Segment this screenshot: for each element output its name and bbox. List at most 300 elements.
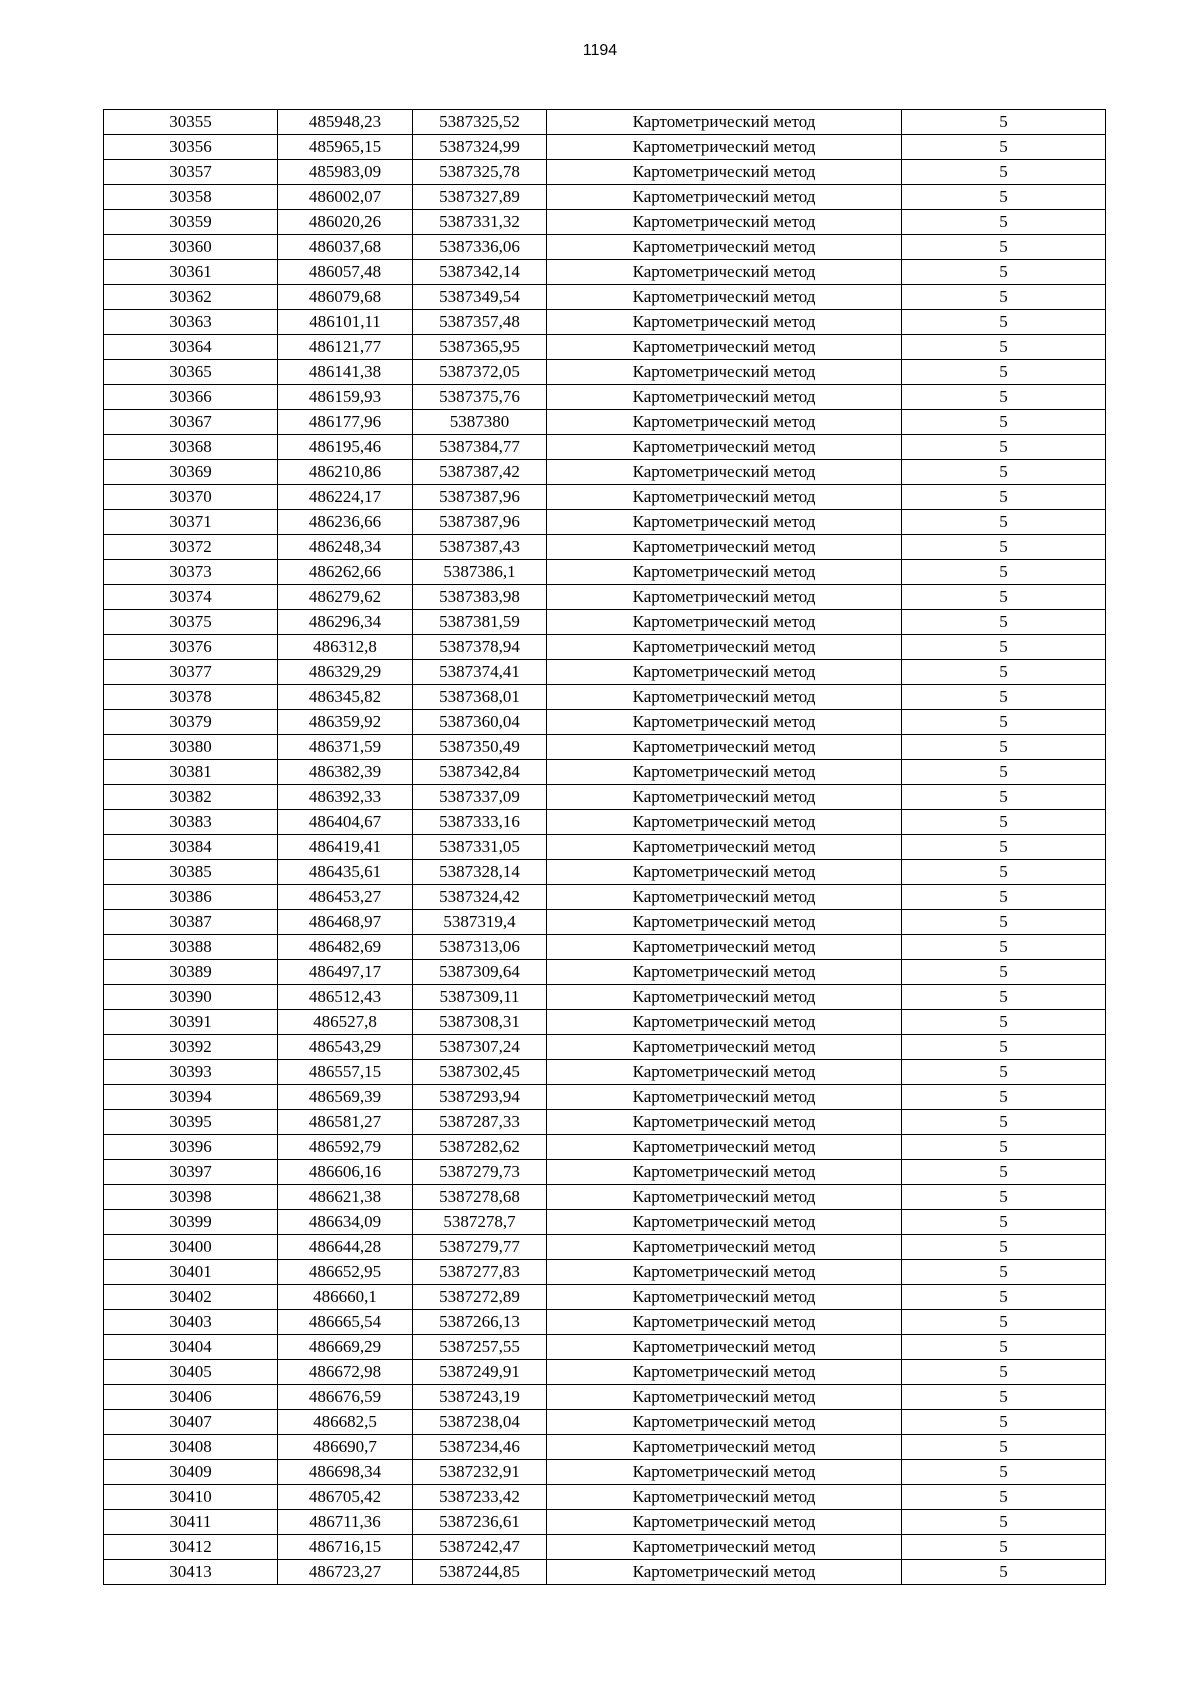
y-coordinate-cell: 5387387,96 <box>413 485 547 510</box>
method-cell: Картометрический метод <box>547 1260 902 1285</box>
method-cell: Картометрический метод <box>547 1435 902 1460</box>
point-number-cell: 30412 <box>104 1535 278 1560</box>
table-row <box>104 660 1106 685</box>
method-cell: Картометрический метод <box>547 1085 902 1110</box>
point-number-cell: 30366 <box>104 385 278 410</box>
accuracy-cell: 5 <box>902 1560 1106 1585</box>
table-row <box>104 1110 1106 1135</box>
table-row <box>104 210 1106 235</box>
accuracy-cell: 5 <box>902 360 1106 385</box>
method-cell: Картометрический метод <box>547 235 902 260</box>
y-coordinate-cell: 5387331,32 <box>413 210 547 235</box>
point-number-cell: 30396 <box>104 1135 278 1160</box>
point-number-cell: 30411 <box>104 1510 278 1535</box>
point-number-cell: 30379 <box>104 710 278 735</box>
x-coordinate-cell: 486705,42 <box>278 1485 413 1510</box>
method-cell: Картометрический метод <box>547 1110 902 1135</box>
method-cell: Картометрический метод <box>547 1285 902 1310</box>
method-cell: Картометрический метод <box>547 560 902 585</box>
y-coordinate-cell: 5387325,78 <box>413 160 547 185</box>
y-coordinate-cell: 5387234,46 <box>413 1435 547 1460</box>
x-coordinate-cell: 486141,38 <box>278 360 413 385</box>
point-number-cell: 30368 <box>104 435 278 460</box>
table-row <box>104 1285 1106 1310</box>
accuracy-cell: 5 <box>902 1460 1106 1485</box>
point-number-cell: 30371 <box>104 510 278 535</box>
y-coordinate-cell: 5387279,77 <box>413 1235 547 1260</box>
accuracy-cell: 5 <box>902 735 1106 760</box>
point-number-cell: 30386 <box>104 885 278 910</box>
y-coordinate-cell: 5387278,68 <box>413 1185 547 1210</box>
accuracy-cell: 5 <box>902 285 1106 310</box>
point-number-cell: 30397 <box>104 1160 278 1185</box>
table-row <box>104 1485 1106 1510</box>
method-cell: Картометрический метод <box>547 1160 902 1185</box>
y-coordinate-cell: 5387257,55 <box>413 1335 547 1360</box>
x-coordinate-cell: 486057,48 <box>278 260 413 285</box>
y-coordinate-cell: 5387242,47 <box>413 1535 547 1560</box>
method-cell: Картометрический метод <box>547 335 902 360</box>
x-coordinate-cell: 486652,95 <box>278 1260 413 1285</box>
method-cell: Картометрический метод <box>547 960 902 985</box>
x-coordinate-cell: 485983,09 <box>278 160 413 185</box>
x-coordinate-cell: 486672,98 <box>278 1360 413 1385</box>
x-coordinate-cell: 486236,66 <box>278 510 413 535</box>
y-coordinate-cell: 5387302,45 <box>413 1060 547 1085</box>
accuracy-cell: 5 <box>902 1135 1106 1160</box>
x-coordinate-cell: 486435,61 <box>278 860 413 885</box>
method-cell: Картометрический метод <box>547 435 902 460</box>
method-cell: Картометрический метод <box>547 1485 902 1510</box>
point-number-cell: 30359 <box>104 210 278 235</box>
y-coordinate-cell: 5387232,91 <box>413 1460 547 1485</box>
table-row <box>104 1435 1106 1460</box>
accuracy-cell: 5 <box>902 1110 1106 1135</box>
x-coordinate-cell: 486581,27 <box>278 1110 413 1135</box>
accuracy-cell: 5 <box>902 985 1106 1010</box>
method-cell: Картометрический метод <box>547 1460 902 1485</box>
x-coordinate-cell: 486482,69 <box>278 935 413 960</box>
x-coordinate-cell: 486345,82 <box>278 685 413 710</box>
table-row <box>104 110 1106 135</box>
accuracy-cell: 5 <box>902 1310 1106 1335</box>
x-coordinate-cell: 486392,33 <box>278 785 413 810</box>
y-coordinate-cell: 5387360,04 <box>413 710 547 735</box>
point-number-cell: 30410 <box>104 1485 278 1510</box>
accuracy-cell: 5 <box>902 810 1106 835</box>
x-coordinate-cell: 486634,09 <box>278 1210 413 1235</box>
table-row <box>104 710 1106 735</box>
table-row <box>104 810 1106 835</box>
accuracy-cell: 5 <box>902 435 1106 460</box>
y-coordinate-cell: 5387328,14 <box>413 860 547 885</box>
accuracy-cell: 5 <box>902 935 1106 960</box>
method-cell: Картометрический метод <box>547 310 902 335</box>
accuracy-cell: 5 <box>902 1285 1106 1310</box>
x-coordinate-cell: 486453,27 <box>278 885 413 910</box>
accuracy-cell: 5 <box>902 335 1106 360</box>
method-cell: Картометрический метод <box>547 1185 902 1210</box>
y-coordinate-cell: 5387309,64 <box>413 960 547 985</box>
y-coordinate-cell: 5387349,54 <box>413 285 547 310</box>
table-row <box>104 235 1106 260</box>
x-coordinate-cell: 486711,36 <box>278 1510 413 1535</box>
method-cell: Картометрический метод <box>547 210 902 235</box>
method-cell: Картометрический метод <box>547 685 902 710</box>
accuracy-cell: 5 <box>902 1035 1106 1060</box>
y-coordinate-cell: 5387266,13 <box>413 1310 547 1335</box>
accuracy-cell: 5 <box>902 860 1106 885</box>
accuracy-cell: 5 <box>902 1085 1106 1110</box>
x-coordinate-cell: 486698,34 <box>278 1460 413 1485</box>
point-number-cell: 30392 <box>104 1035 278 1060</box>
method-cell: Картометрический метод <box>547 385 902 410</box>
accuracy-cell: 5 <box>902 785 1106 810</box>
point-number-cell: 30406 <box>104 1385 278 1410</box>
x-coordinate-cell: 486723,27 <box>278 1560 413 1585</box>
method-cell: Картометрический метод <box>547 735 902 760</box>
table-row <box>104 1335 1106 1360</box>
x-coordinate-cell: 486002,07 <box>278 185 413 210</box>
y-coordinate-cell: 5387277,83 <box>413 1260 547 1285</box>
point-number-cell: 30357 <box>104 160 278 185</box>
point-number-cell: 30376 <box>104 635 278 660</box>
y-coordinate-cell: 5387372,05 <box>413 360 547 385</box>
point-number-cell: 30409 <box>104 1460 278 1485</box>
y-coordinate-cell: 5387243,19 <box>413 1385 547 1410</box>
method-cell: Картометрический метод <box>547 1210 902 1235</box>
accuracy-cell: 5 <box>902 635 1106 660</box>
accuracy-cell: 5 <box>902 835 1106 860</box>
method-cell: Картометрический метод <box>547 460 902 485</box>
point-number-cell: 30372 <box>104 535 278 560</box>
y-coordinate-cell: 5387365,95 <box>413 335 547 360</box>
table-row <box>104 485 1106 510</box>
y-coordinate-cell: 5387325,52 <box>413 110 547 135</box>
point-number-cell: 30365 <box>104 360 278 385</box>
accuracy-cell: 5 <box>902 710 1106 735</box>
table-row <box>104 510 1106 535</box>
point-number-cell: 30364 <box>104 335 278 360</box>
point-number-cell: 30399 <box>104 1210 278 1235</box>
table-row <box>104 360 1106 385</box>
point-number-cell: 30407 <box>104 1410 278 1435</box>
point-number-cell: 30367 <box>104 410 278 435</box>
x-coordinate-cell: 486665,54 <box>278 1310 413 1335</box>
method-cell: Картометрический метод <box>547 485 902 510</box>
point-number-cell: 30362 <box>104 285 278 310</box>
y-coordinate-cell: 5387279,73 <box>413 1160 547 1185</box>
method-cell: Картометрический метод <box>547 1035 902 1060</box>
y-coordinate-cell: 5387319,4 <box>413 910 547 935</box>
y-coordinate-cell: 5387308,31 <box>413 1010 547 1035</box>
y-coordinate-cell: 5387368,01 <box>413 685 547 710</box>
accuracy-cell: 5 <box>902 1485 1106 1510</box>
table-row <box>104 1010 1106 1035</box>
y-coordinate-cell: 5387282,62 <box>413 1135 547 1160</box>
method-cell: Картометрический метод <box>547 160 902 185</box>
y-coordinate-cell: 5387278,7 <box>413 1210 547 1235</box>
point-number-cell: 30385 <box>104 860 278 885</box>
table-row <box>104 535 1106 560</box>
y-coordinate-cell: 5387313,06 <box>413 935 547 960</box>
accuracy-cell: 5 <box>902 1510 1106 1535</box>
method-cell: Картометрический метод <box>547 260 902 285</box>
method-cell: Картометрический метод <box>547 1310 902 1335</box>
method-cell: Картометрический метод <box>547 585 902 610</box>
table-row <box>104 1535 1106 1560</box>
method-cell: Картометрический метод <box>547 935 902 960</box>
point-number-cell: 30369 <box>104 460 278 485</box>
x-coordinate-cell: 486569,39 <box>278 1085 413 1110</box>
coordinates-table-body <box>104 110 1106 1585</box>
method-cell: Картометрический метод <box>547 910 902 935</box>
page-number: 1194 <box>582 42 618 59</box>
x-coordinate-cell: 486312,8 <box>278 635 413 660</box>
y-coordinate-cell: 5387387,96 <box>413 510 547 535</box>
x-coordinate-cell: 485965,15 <box>278 135 413 160</box>
table-row <box>104 635 1106 660</box>
accuracy-cell: 5 <box>902 610 1106 635</box>
table-row <box>104 785 1106 810</box>
x-coordinate-cell: 486468,97 <box>278 910 413 935</box>
accuracy-cell: 5 <box>902 310 1106 335</box>
x-coordinate-cell: 486159,93 <box>278 385 413 410</box>
point-number-cell: 30377 <box>104 660 278 685</box>
table-row <box>104 585 1106 610</box>
table-row <box>104 1310 1106 1335</box>
table-row <box>104 1235 1106 1260</box>
accuracy-cell: 5 <box>902 185 1106 210</box>
accuracy-cell: 5 <box>902 560 1106 585</box>
x-coordinate-cell: 486262,66 <box>278 560 413 585</box>
y-coordinate-cell: 5387378,94 <box>413 635 547 660</box>
y-coordinate-cell: 5387350,49 <box>413 735 547 760</box>
x-coordinate-cell: 486676,59 <box>278 1385 413 1410</box>
accuracy-cell: 5 <box>902 235 1106 260</box>
method-cell: Картометрический метод <box>547 985 902 1010</box>
table-row <box>104 835 1106 860</box>
table-row <box>104 135 1106 160</box>
table-row <box>104 885 1106 910</box>
x-coordinate-cell: 486224,17 <box>278 485 413 510</box>
accuracy-cell: 5 <box>902 510 1106 535</box>
y-coordinate-cell: 5387324,42 <box>413 885 547 910</box>
accuracy-cell: 5 <box>902 135 1106 160</box>
x-coordinate-cell: 486669,29 <box>278 1335 413 1360</box>
y-coordinate-cell: 5387307,24 <box>413 1035 547 1060</box>
point-number-cell: 30363 <box>104 310 278 335</box>
x-coordinate-cell: 486660,1 <box>278 1285 413 1310</box>
y-coordinate-cell: 5387337,09 <box>413 785 547 810</box>
x-coordinate-cell: 486682,5 <box>278 1410 413 1435</box>
method-cell: Картометрический метод <box>547 635 902 660</box>
y-coordinate-cell: 5387375,76 <box>413 385 547 410</box>
y-coordinate-cell: 5387342,84 <box>413 760 547 785</box>
x-coordinate-cell: 485948,23 <box>278 110 413 135</box>
x-coordinate-cell: 486527,8 <box>278 1010 413 1035</box>
point-number-cell: 30394 <box>104 1085 278 1110</box>
point-number-cell: 30395 <box>104 1110 278 1135</box>
y-coordinate-cell: 5387383,98 <box>413 585 547 610</box>
accuracy-cell: 5 <box>902 1435 1106 1460</box>
y-coordinate-cell: 5387384,77 <box>413 435 547 460</box>
method-cell: Картометрический метод <box>547 810 902 835</box>
table-row <box>104 1085 1106 1110</box>
method-cell: Картометрический метод <box>547 510 902 535</box>
point-number-cell: 30378 <box>104 685 278 710</box>
method-cell: Картометрический метод <box>547 1010 902 1035</box>
y-coordinate-cell: 5387236,61 <box>413 1510 547 1535</box>
y-coordinate-cell: 5387342,14 <box>413 260 547 285</box>
accuracy-cell: 5 <box>902 960 1106 985</box>
method-cell: Картометрический метод <box>547 360 902 385</box>
method-cell: Картометрический метод <box>547 835 902 860</box>
x-coordinate-cell: 486195,46 <box>278 435 413 460</box>
method-cell: Картометрический метод <box>547 860 902 885</box>
accuracy-cell: 5 <box>902 110 1106 135</box>
y-coordinate-cell: 5387333,16 <box>413 810 547 835</box>
method-cell: Картометрический метод <box>547 785 902 810</box>
point-number-cell: 30401 <box>104 1260 278 1285</box>
method-cell: Картометрический метод <box>547 1335 902 1360</box>
y-coordinate-cell: 5387324,99 <box>413 135 547 160</box>
y-coordinate-cell: 5387244,85 <box>413 1560 547 1585</box>
x-coordinate-cell: 486382,39 <box>278 760 413 785</box>
table-row <box>104 985 1106 1010</box>
accuracy-cell: 5 <box>902 1535 1106 1560</box>
accuracy-cell: 5 <box>902 1410 1106 1435</box>
method-cell: Картометрический метод <box>547 760 902 785</box>
accuracy-cell: 5 <box>902 910 1106 935</box>
table-row <box>104 1510 1106 1535</box>
table-row <box>104 610 1106 635</box>
point-number-cell: 30382 <box>104 785 278 810</box>
y-coordinate-cell: 5387357,48 <box>413 310 547 335</box>
table-row <box>104 685 1106 710</box>
table-row <box>104 860 1106 885</box>
x-coordinate-cell: 486279,62 <box>278 585 413 610</box>
x-coordinate-cell: 486371,59 <box>278 735 413 760</box>
accuracy-cell: 5 <box>902 210 1106 235</box>
accuracy-cell: 5 <box>902 685 1106 710</box>
y-coordinate-cell: 5387381,59 <box>413 610 547 635</box>
method-cell: Картометрический метод <box>547 1235 902 1260</box>
accuracy-cell: 5 <box>902 760 1106 785</box>
accuracy-cell: 5 <box>902 1210 1106 1235</box>
x-coordinate-cell: 486419,41 <box>278 835 413 860</box>
x-coordinate-cell: 486404,67 <box>278 810 413 835</box>
table-row <box>104 335 1106 360</box>
point-number-cell: 30391 <box>104 1010 278 1035</box>
point-number-cell: 30380 <box>104 735 278 760</box>
accuracy-cell: 5 <box>902 535 1106 560</box>
point-number-cell: 30381 <box>104 760 278 785</box>
table-row <box>104 1560 1106 1585</box>
y-coordinate-cell: 5387387,42 <box>413 460 547 485</box>
x-coordinate-cell: 486037,68 <box>278 235 413 260</box>
table-row <box>104 1060 1106 1085</box>
accuracy-cell: 5 <box>902 660 1106 685</box>
point-number-cell: 30404 <box>104 1335 278 1360</box>
point-number-cell: 30370 <box>104 485 278 510</box>
method-cell: Картометрический метод <box>547 1560 902 1585</box>
accuracy-cell: 5 <box>902 1185 1106 1210</box>
y-coordinate-cell: 5387309,11 <box>413 985 547 1010</box>
accuracy-cell: 5 <box>902 460 1106 485</box>
point-number-cell: 30360 <box>104 235 278 260</box>
method-cell: Картометрический метод <box>547 110 902 135</box>
x-coordinate-cell: 486621,38 <box>278 1185 413 1210</box>
y-coordinate-cell: 5387233,42 <box>413 1485 547 1510</box>
table-row <box>104 385 1106 410</box>
x-coordinate-cell: 486020,26 <box>278 210 413 235</box>
accuracy-cell: 5 <box>902 1010 1106 1035</box>
point-number-cell: 30374 <box>104 585 278 610</box>
accuracy-cell: 5 <box>902 485 1106 510</box>
y-coordinate-cell: 5387293,94 <box>413 1085 547 1110</box>
point-number-cell: 30398 <box>104 1185 278 1210</box>
x-coordinate-cell: 486592,79 <box>278 1135 413 1160</box>
table-row <box>104 185 1106 210</box>
table-row <box>104 1210 1106 1235</box>
point-number-cell: 30402 <box>104 1285 278 1310</box>
y-coordinate-cell: 5387287,33 <box>413 1110 547 1135</box>
x-coordinate-cell: 486079,68 <box>278 285 413 310</box>
x-coordinate-cell: 486716,15 <box>278 1535 413 1560</box>
point-number-cell: 30405 <box>104 1360 278 1385</box>
x-coordinate-cell: 486497,17 <box>278 960 413 985</box>
x-coordinate-cell: 486329,29 <box>278 660 413 685</box>
point-number-cell: 30384 <box>104 835 278 860</box>
point-number-cell: 30383 <box>104 810 278 835</box>
x-coordinate-cell: 486512,43 <box>278 985 413 1010</box>
table-row <box>104 1160 1106 1185</box>
method-cell: Картометрический метод <box>547 710 902 735</box>
y-coordinate-cell: 5387374,41 <box>413 660 547 685</box>
accuracy-cell: 5 <box>902 1160 1106 1185</box>
y-coordinate-cell: 5387336,06 <box>413 235 547 260</box>
point-number-cell: 30403 <box>104 1310 278 1335</box>
table-row <box>104 735 1106 760</box>
method-cell: Картометрический метод <box>547 135 902 160</box>
point-number-cell: 30408 <box>104 1435 278 1460</box>
x-coordinate-cell: 486690,7 <box>278 1435 413 1460</box>
method-cell: Картометрический метод <box>547 885 902 910</box>
y-coordinate-cell: 5387249,91 <box>413 1360 547 1385</box>
accuracy-cell: 5 <box>902 585 1106 610</box>
accuracy-cell: 5 <box>902 160 1106 185</box>
method-cell: Картометрический метод <box>547 285 902 310</box>
point-number-cell: 30390 <box>104 985 278 1010</box>
x-coordinate-cell: 486296,34 <box>278 610 413 635</box>
x-coordinate-cell: 486359,92 <box>278 710 413 735</box>
point-number-cell: 30375 <box>104 610 278 635</box>
y-coordinate-cell: 5387327,89 <box>413 185 547 210</box>
table-row <box>104 435 1106 460</box>
table-row <box>104 1360 1106 1385</box>
y-coordinate-cell: 5387387,43 <box>413 535 547 560</box>
table-row <box>104 935 1106 960</box>
method-cell: Картометрический метод <box>547 1410 902 1435</box>
point-number-cell: 30413 <box>104 1560 278 1585</box>
y-coordinate-cell: 5387238,04 <box>413 1410 547 1435</box>
x-coordinate-cell: 486644,28 <box>278 1235 413 1260</box>
accuracy-cell: 5 <box>902 1235 1106 1260</box>
x-coordinate-cell: 486543,29 <box>278 1035 413 1060</box>
y-coordinate-cell: 5387386,1 <box>413 560 547 585</box>
table-row <box>104 160 1106 185</box>
